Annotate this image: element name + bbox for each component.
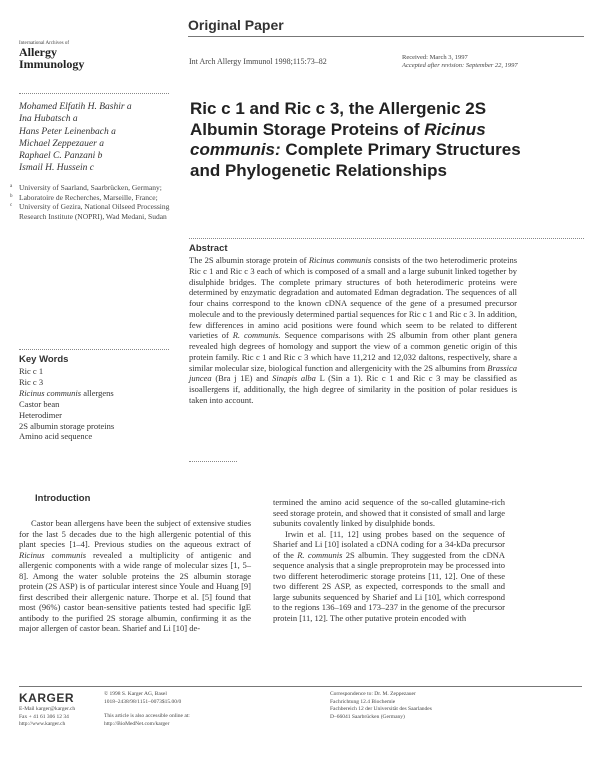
keyword: 2S albumin storage proteins xyxy=(19,420,115,431)
intro-right-column xyxy=(273,497,505,623)
abstract-end-rule xyxy=(189,461,237,462)
keyword: Heterodimer xyxy=(19,409,62,420)
paragraph: Castor bean allergens have been the subject of extensive studies for the last 5 decades due to the high allergenic potential of this plant species [1–4]. Previous studies on the aqueous extract of Ricinus communis revealed a multiplicity of antigenic and allergenic components with a wide range of molecular sizes [1, 5–8]. Among the water soluble proteins the 2S albumin storage protein (2S ASP) is of particular interest since Youle and Huang [9] first described their allergenic nature. Thorpe et al. [5] found that most (96%) castor bean-sensitive patients tested had specific IgE antibody to the purified 2S storage albumin, confirming it as the major allergen of castor bean. Sharief and Li [10] de- xyxy=(19,518,251,633)
affiliation: b Laboratoire de Recherches, Marseille, France; xyxy=(10,192,158,202)
original-paper-label: Original Paper xyxy=(188,17,284,33)
keyword: Ricinus communis allergens xyxy=(19,387,114,398)
publisher-web: http://www.karger.ch xyxy=(19,721,66,727)
author: Michael Zeppezauer a xyxy=(19,138,104,149)
correspondence-line: Correspondence to: Dr. M. Zeppezauer xyxy=(330,691,416,697)
issn: 1018–2438/98/1151–0073$15.00/0 xyxy=(104,698,182,705)
keyword: Amino acid sequence xyxy=(19,431,93,442)
author: Mohamed Elfatih H. Bashir a xyxy=(19,102,132,112)
affiliation: a University of Saarland, Saarbrücken, Germany; xyxy=(10,183,162,192)
author: Raphael C. Panzani b xyxy=(19,151,103,162)
introduction-heading: Introduction xyxy=(35,493,91,504)
header-rule xyxy=(188,36,584,37)
abstract-rule xyxy=(189,238,584,239)
paragraph: termined the amino acid sequence of the so-called glutamine-rich seed storage protein, and showed that it consisted of small and large subunits covalently linked by disulphide bonds. xyxy=(273,497,505,528)
online-note: This article is also accessible online at: xyxy=(104,713,190,719)
publisher-contact xyxy=(19,706,75,729)
keywords-rule xyxy=(19,349,169,350)
author-rule xyxy=(19,93,169,94)
karger-logo: KARGER xyxy=(19,691,75,705)
author: Hans Peter Leinenbach a xyxy=(19,126,116,137)
received-date: Received: March 3, 1997 xyxy=(402,54,468,61)
online-url: http://BioMedNet.com/karger xyxy=(104,720,170,727)
journal-logo xyxy=(19,41,85,71)
publisher-email: E-Mail karger@karger.ch xyxy=(19,706,76,712)
intro-left-column xyxy=(19,518,251,634)
affiliation: c University of Gezira, National Oilseed Processing Research Institute (NOPRI), Wad Medani, Sudan xyxy=(10,202,170,221)
journal-logo-line1: Allergy xyxy=(19,45,57,59)
footer-rule xyxy=(19,686,582,687)
affiliations xyxy=(8,183,178,221)
citation: Int Arch Allergy Immunol 1998;115:73–82 xyxy=(189,57,327,66)
paragraph: Irwin et al. [11, 12] using probes based on the sequence of Sharief and Li [10] isolated a cDNA coding for a 34-kDa precursor of the R. communis 2S albumin. They suggested from the cDNA sequence analysis that a single preproprotein may be processed into two different heterodimeric storage proteins [11, 12]. One of these two different 2S ASP, as expected, corresponds to the small and large subunits sequenced by Sharief and Li [10], which correspond to the regions 136–169 and 173–237 in the genome of the precursor protein [11, 12]. The other putative protein encoded with xyxy=(273,528,505,623)
keywords-list xyxy=(19,366,114,442)
author: Ina Hubatsch a xyxy=(19,114,78,125)
author: Ismail H. Hussein c xyxy=(19,163,94,174)
correspondence xyxy=(330,691,432,721)
keyword: Ric c 3 xyxy=(19,376,44,387)
received-dates xyxy=(402,54,518,70)
keyword: Castor bean xyxy=(19,398,60,409)
accepted-date: Accepted after revision: September 22, 1997 xyxy=(402,62,518,69)
keyword: Ric c 1 xyxy=(19,366,44,376)
publisher-fax: Fax + 41 61 306 12 34 xyxy=(19,713,69,720)
correspondence-line: D–66041 Saarbrücken (Germany) xyxy=(330,713,405,720)
abstract-text: The 2S albumin storage protein of Ricinus communis consists of the two heterodimeric proteins Ric c 1 and Ric c 3 each of which is composed of a small and a large subunit linked together by disulphide bridges. The complete primary structures of both heterodimeric proteins were determined by enzymatic degradation and automated Edman degradation. The sequences of all four chains correspond to the known cDNA sequence of the gene of a presumed precursor molecule and to the previously determined partial sequences for Ric c 1 and Ric c 3. In addition, few differences in amino acid positions were found which seem to be related to different varieties of R. communis. Sequence comparisons with 2S albumin from other plant genera revealed high degrees of homology and support the view of a common genetic origin of this protein family. Ric c 1 and Ric c 3 which have 11,212 and 12,032 daltons, respectively, share a similar molecular size, biological function and allergenicity with the 2S albumins from Brassica juncea (Bra j 1E) and Sinapis alba L (Sin a 1). Ric c 1 and Ric c 3 may be classified as isoallergens if, additionally, the high degree of similarity in the position of polar residues is taken into account. xyxy=(189,255,518,405)
copyright: © 1998 S. Karger AG, Basel xyxy=(104,691,167,697)
authors xyxy=(19,101,132,175)
abstract-heading: Abstract xyxy=(189,243,228,254)
keywords-heading: Key Words xyxy=(19,354,69,365)
journal-logo-line2: Immunology xyxy=(19,57,85,71)
paper-title: Ric c 1 and Ric c 3, the Allergenic 2S Albumin Storage Proteins of Ricinus communis: Complete Primary Structures and Phylogenetic Relationships xyxy=(190,99,521,180)
correspondence-line: Fachrichtung 12.4 Biochemie xyxy=(330,698,396,705)
correspondence-line: Fachbereich 12 der Universität des Saarlandes xyxy=(330,706,432,712)
journal-logo-small: International Archives of xyxy=(19,41,69,46)
copyright-block xyxy=(104,691,190,728)
